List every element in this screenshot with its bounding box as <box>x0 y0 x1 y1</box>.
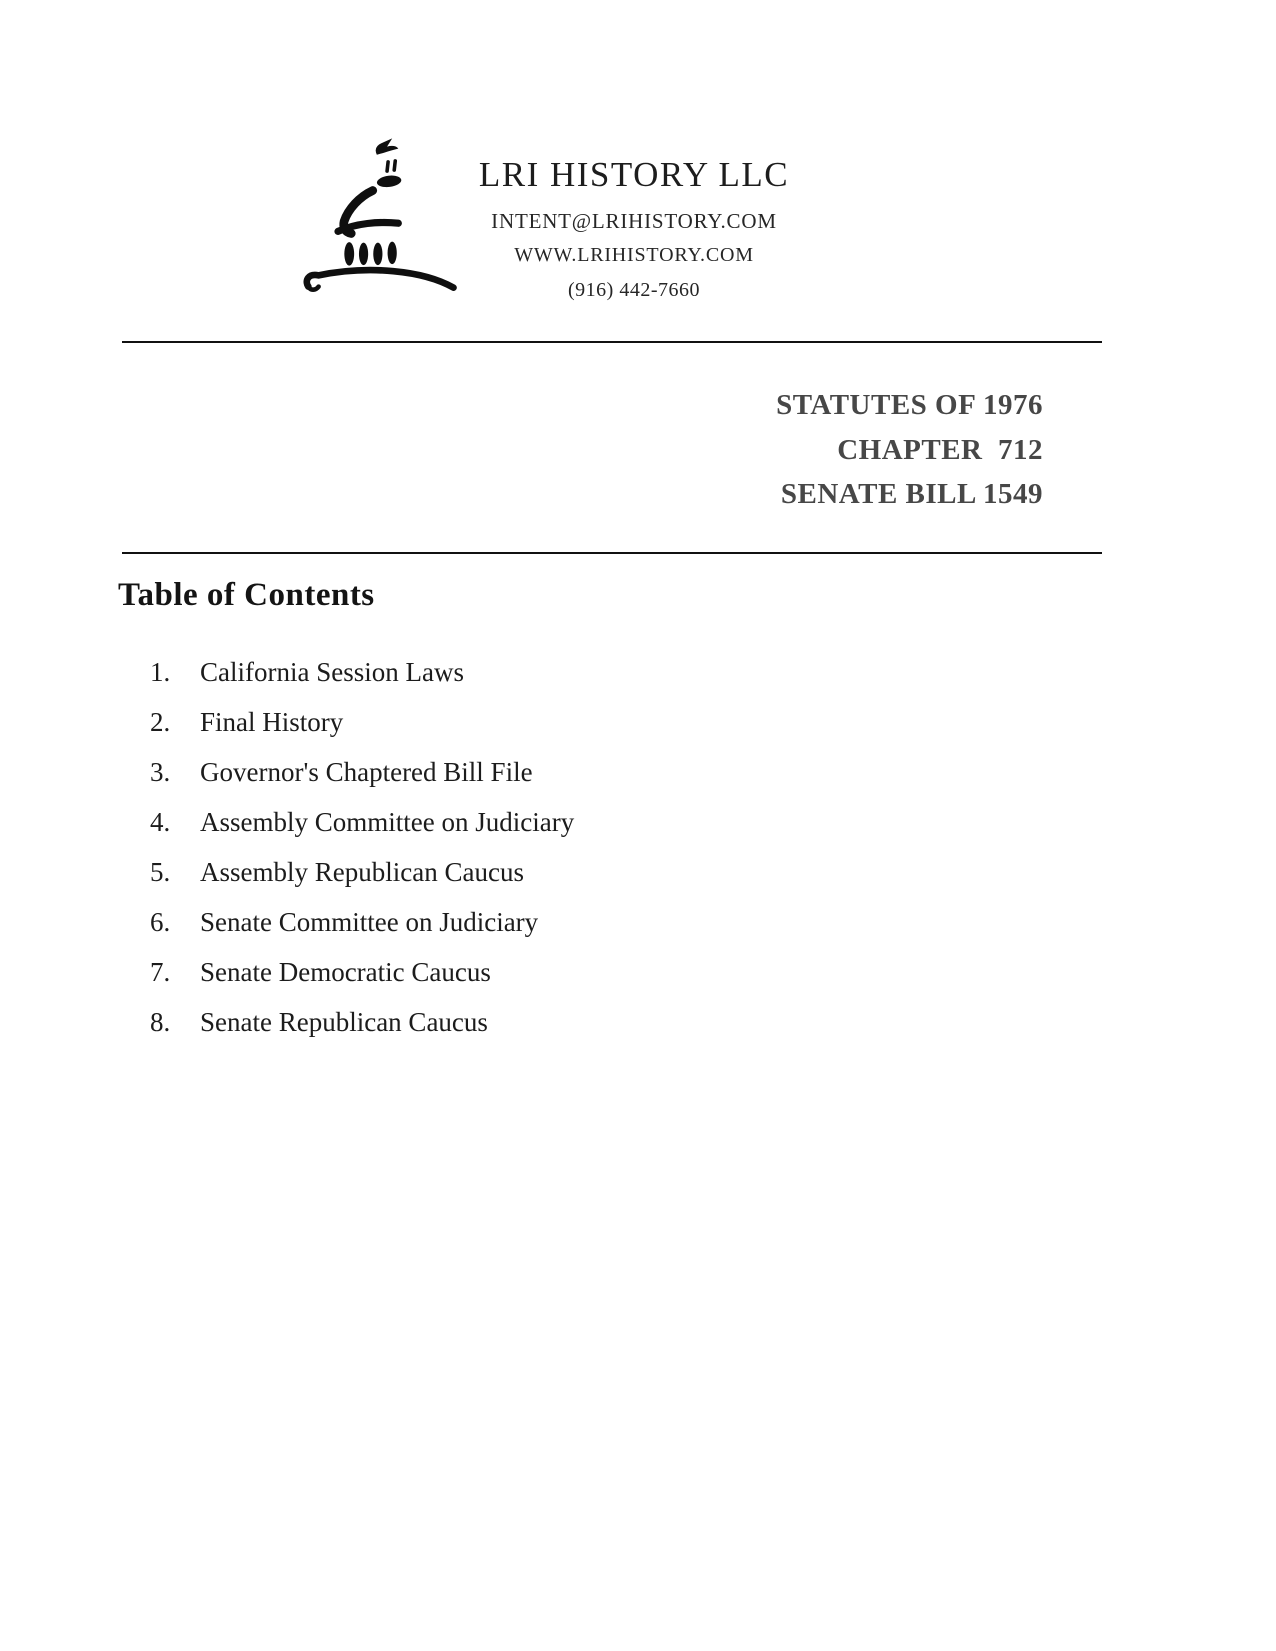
toc-item-label: Final History <box>200 706 344 737</box>
toc-item-number: 3. <box>150 756 171 787</box>
toc-item <box>150 897 574 947</box>
toc-item-number: 5. <box>150 856 171 887</box>
toc-item <box>150 697 574 747</box>
toc-item <box>150 797 574 847</box>
toc-item-number: 6. <box>150 906 171 937</box>
toc-item-number: 2. <box>150 706 171 737</box>
toc-item-label: Assembly Committee on Judiciary <box>200 806 575 837</box>
logo-cupola-stroke <box>376 174 402 188</box>
toc-item-number: 4. <box>150 806 171 837</box>
logo-column <box>373 243 382 265</box>
company-name: LRI HISTORY LLC <box>478 155 790 194</box>
toc-item-label: California Session Laws <box>200 656 464 687</box>
toc-item-label: Senate Republican Caucus <box>200 1006 488 1037</box>
logo-tick-stroke <box>387 162 388 171</box>
logo-tick-stroke <box>394 161 395 170</box>
toc-title: Table of Contents <box>118 577 375 613</box>
toc-item <box>150 947 574 997</box>
toc-item-label: Senate Committee on Judiciary <box>200 906 539 937</box>
logo-base-curl-stroke <box>308 287 318 290</box>
logo-column <box>388 242 397 264</box>
logo-column <box>359 243 368 265</box>
toc-item-number: 8. <box>150 1006 171 1037</box>
toc-item-number: 7. <box>150 956 171 987</box>
toc-item <box>150 847 574 897</box>
chapter-line: CHAPTER 712 <box>837 433 1043 466</box>
toc-item <box>150 747 574 797</box>
letterhead <box>479 157 789 302</box>
contact-email: INTENT@LRIHISTORY.COM <box>491 209 777 233</box>
toc-item-number: 1. <box>150 656 171 687</box>
logo-base-stroke <box>307 270 454 287</box>
toc-item-label: Assembly Republican Caucus <box>200 856 524 887</box>
toc-list <box>150 647 574 1047</box>
logo-flag-stroke <box>376 138 399 154</box>
contact-phone: (916) 442-7660 <box>568 279 700 301</box>
senate-bill-line: SENATE BILL 1549 <box>780 478 1043 510</box>
logo-column <box>344 242 354 266</box>
toc-item-label: Governor's Chaptered Bill File <box>200 756 533 787</box>
toc-item <box>150 997 574 1047</box>
bill-identification <box>122 383 1043 517</box>
capitol-dome-logo-icon <box>292 120 476 304</box>
divider-bottom <box>122 552 1102 554</box>
contact-website: WWW.LRIHISTORY.COM <box>514 244 754 266</box>
toc-item-label: Senate Democratic Caucus <box>200 956 491 987</box>
toc-item <box>150 647 574 697</box>
statutes-line: STATUTES OF 1976 <box>776 389 1043 421</box>
divider-top <box>122 341 1102 343</box>
